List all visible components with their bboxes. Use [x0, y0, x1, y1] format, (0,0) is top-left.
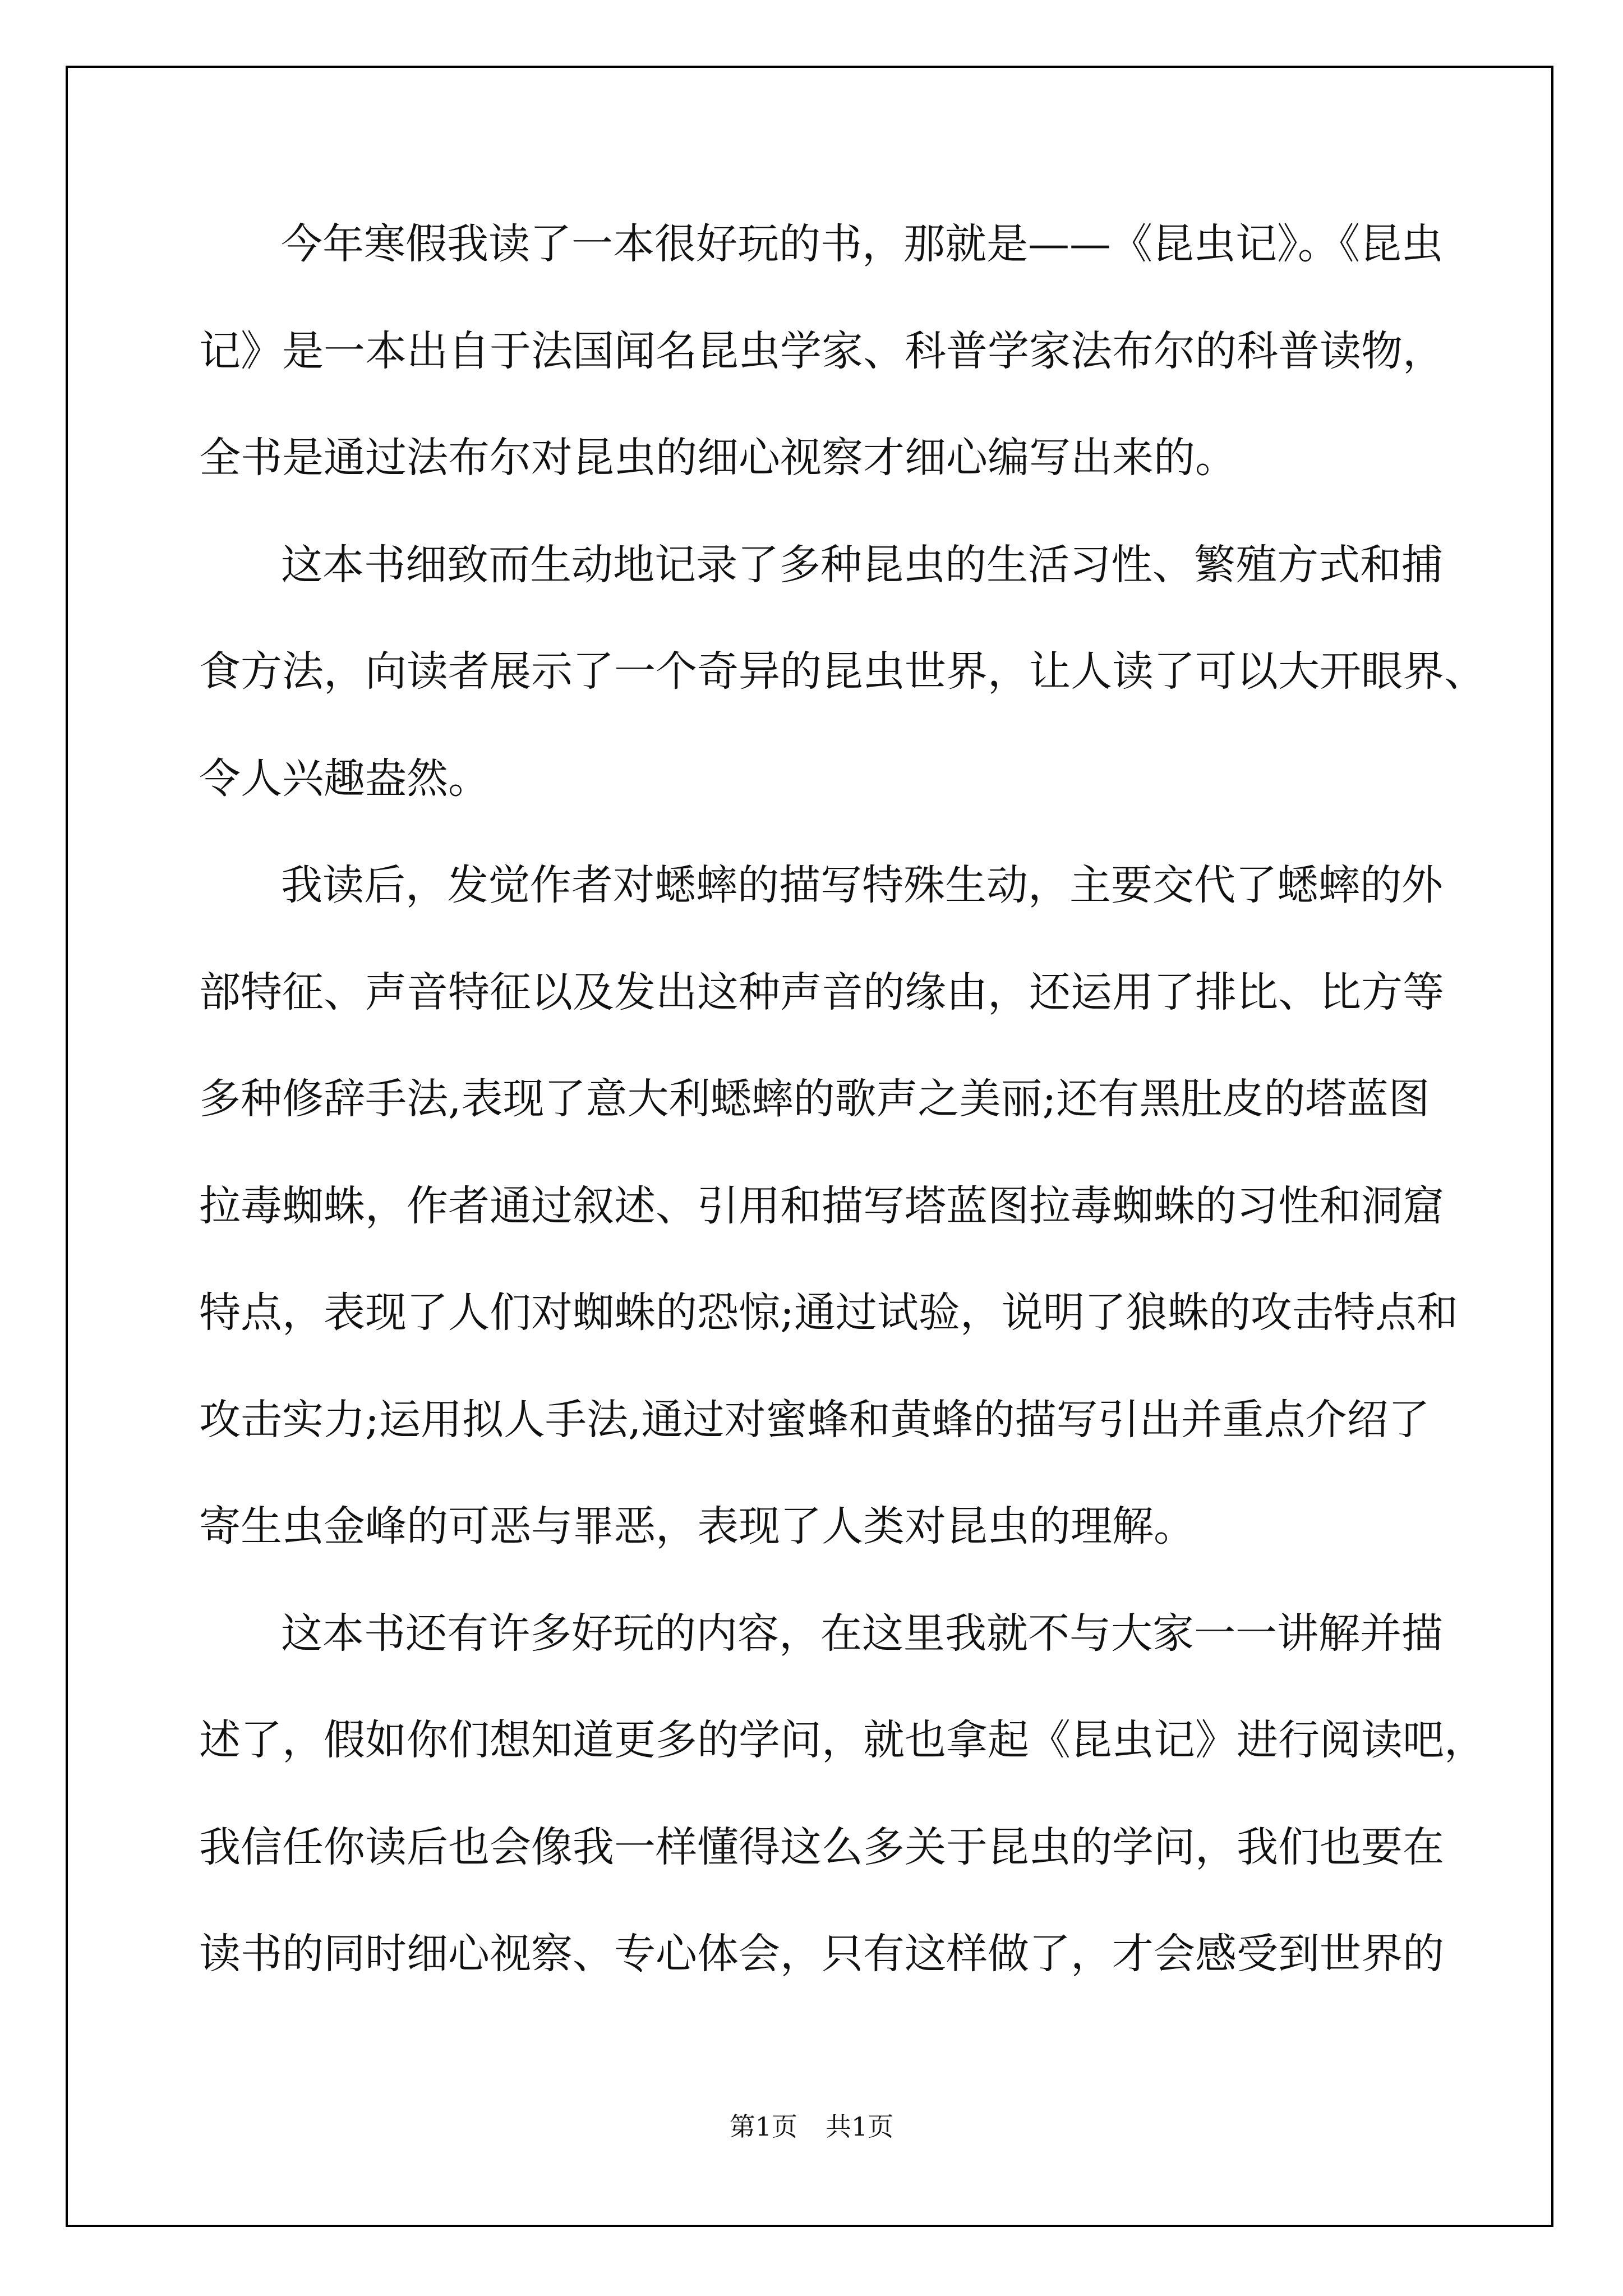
paragraph-3-line-6: 攻击实力;运用拟人手法,通过对蜜蜂和黄蜂的描写引出并重点介绍了: [199, 1395, 1430, 1444]
paragraph-1-line-3: 全书是通过法布尔对昆虫的细心视察才细心编写出来的。: [199, 434, 1237, 482]
paragraph-4-line-2: 述了，假如你们想知道更多的学问，就也拿起《昆虫记》进行阅读吧，: [199, 1716, 1486, 1764]
paragraph-3-line-3: 多种修辞手法,表现了意大利蟋蟀的歌声之美丽;还有黑肚皮的塔蓝图: [199, 1075, 1430, 1123]
paragraph-4-line-4: 读书的同时细心视察、专心体会，只有这样做了，才会感受到世界的: [199, 1930, 1444, 1978]
paragraph-2-line-3: 令人兴趣盎然。: [199, 754, 490, 803]
paragraph-3-line-4: 拉毒蜘蛛，作者通过叙述、引用和描写塔蓝图拉毒蜘蛛的习性和洞窟: [199, 1181, 1444, 1230]
paragraph-3-line-2: 部特征、声音特征以及发出这种声音的缘由，还运用了排比、比方等: [199, 968, 1444, 1016]
paragraph-3-line-1: 我读后，发觉作者对蟋蟀的描写特殊生动，主要交代了蟋蟀的外: [281, 861, 1443, 909]
paragraph-2-line-1: 这本书细致而生动地记录了多种昆虫的生活习性、繁殖方式和捕: [281, 540, 1443, 589]
paragraph-3-line-7: 寄生虫金峰的可恶与罪恶，表现了人类对昆虫的理解。: [199, 1502, 1195, 1550]
paragraph-4-line-3: 我信任你读后也会像我一样懂得这么多关于昆虫的学问，我们也要在: [199, 1823, 1444, 1871]
page-number-current: 第1页: [729, 2111, 797, 2142]
paragraph-1-line-1: 今年寒假我读了一本很好玩的书，那就是——《昆虫记》。《昆虫: [281, 220, 1443, 268]
paragraph-1-line-2: 记》是一本出自于法国闻名昆虫学家、科普学家法布尔的科普读物，: [199, 326, 1444, 375]
document-body: [199, 212, 1486, 2029]
page-footer: [0, 2110, 1623, 2143]
page-number-total: 共1页: [826, 2111, 894, 2142]
paragraph-3-line-5: 特点，表现了人们对蜘蛛的恐惊;通过试验，说明了狼蛛的攻击特点和: [199, 1289, 1458, 1337]
paragraph-2-line-2: 食方法，向读者展示了一个奇异的昆虫世界，让人读了可以大开眼界、: [199, 647, 1486, 696]
paragraph-4-line-1: 这本书还有许多好玩的内容，在这里我就不与大家一一讲解并描: [281, 1609, 1443, 1658]
